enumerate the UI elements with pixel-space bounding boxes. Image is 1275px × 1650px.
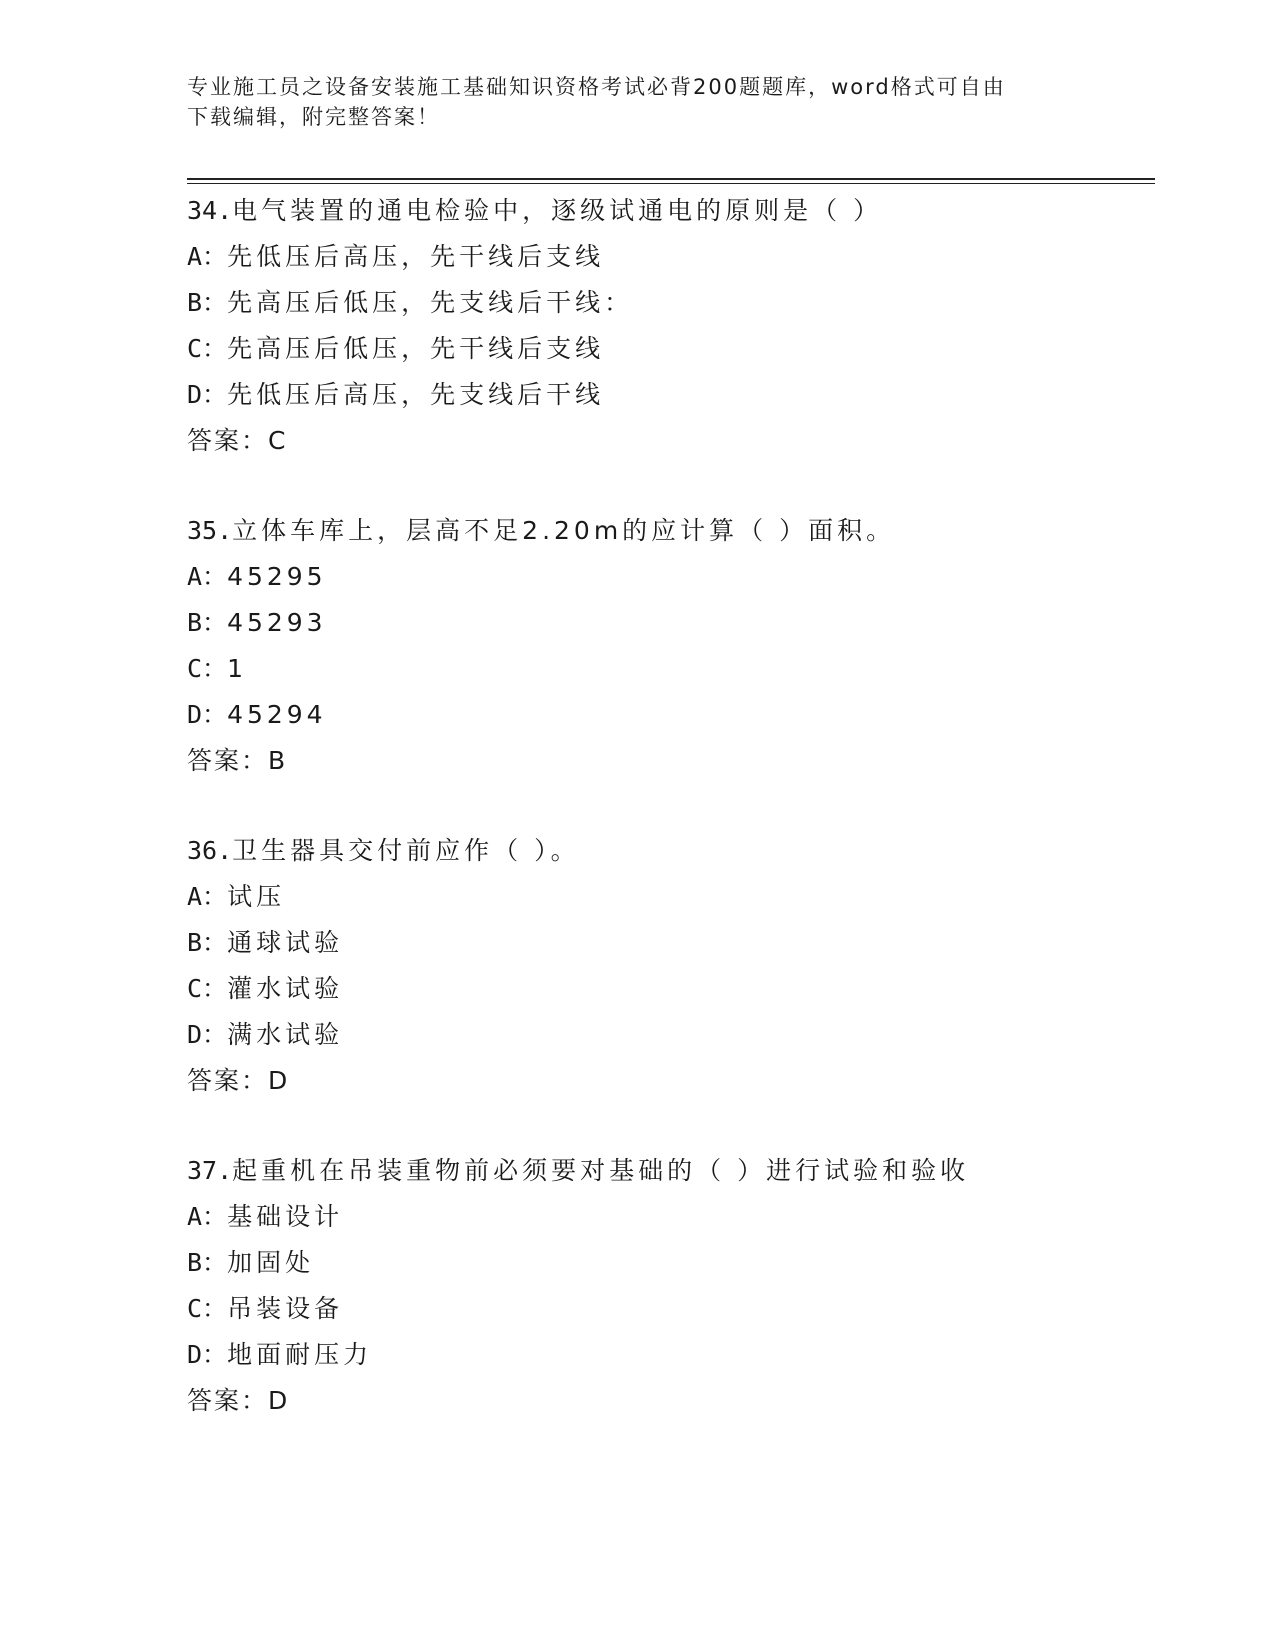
question-text: 起重机在吊装重物前必须要对基础的（ ）进行试验和验收 [232, 1156, 970, 1185]
option-text: 45295 [227, 562, 327, 591]
answer-value: B [268, 746, 288, 775]
option-d [187, 1012, 1147, 1058]
question-35 [187, 508, 1147, 784]
option-text: 1 [227, 654, 247, 683]
option-a [187, 234, 1147, 280]
answer-value: D [268, 1066, 290, 1095]
option-letter: A： [187, 242, 228, 271]
option-d [187, 372, 1147, 418]
option-text: 地面耐压力 [227, 1340, 373, 1369]
answer-label: 答案： [187, 426, 269, 455]
option-b [187, 280, 1147, 326]
option-text: 先低压后高压，先支线后干线 [227, 380, 605, 409]
question-stem [187, 188, 1147, 234]
option-b [187, 920, 1147, 966]
question-number: 37. [187, 1156, 233, 1185]
option-text: 灌水试验 [227, 974, 344, 1003]
question-text: 立体车库上，层高不足2.20m的应计算（ ）面积。 [232, 516, 896, 545]
header-rule-thick [187, 178, 1155, 180]
question-stem [187, 828, 1147, 874]
option-letter: C： [187, 334, 228, 363]
answer-value: D [268, 1386, 290, 1415]
option-text: 加固处 [227, 1248, 315, 1277]
option-b [187, 1240, 1147, 1286]
option-letter: B： [187, 288, 228, 317]
question-stem [187, 508, 1147, 554]
option-letter: A： [187, 882, 228, 911]
option-text: 满水试验 [227, 1020, 344, 1049]
answer-label: 答案： [187, 1386, 269, 1415]
option-c [187, 1286, 1147, 1332]
option-d [187, 1332, 1147, 1378]
option-a [187, 554, 1147, 600]
option-c [187, 646, 1147, 692]
question-number: 36. [187, 836, 233, 865]
option-letter: C： [187, 654, 228, 683]
option-text: 吊装设备 [227, 1294, 344, 1323]
answer-line [187, 1378, 1147, 1424]
header-line-1: 专业施工员之设备安装施工基础知识资格考试必背200题题库，word格式可自由 [187, 75, 1006, 99]
option-letter: D： [187, 1020, 228, 1049]
option-letter: B： [187, 928, 228, 957]
header-rule-thin [187, 183, 1155, 184]
option-letter: A： [187, 1202, 228, 1231]
option-letter: D： [187, 380, 228, 409]
option-text: 先高压后低压，先干线后支线 [227, 334, 605, 363]
answer-label: 答案： [187, 746, 269, 775]
question-text: 卫生器具交付前应作（ ）。 [232, 836, 580, 865]
option-d [187, 692, 1147, 738]
option-a [187, 874, 1147, 920]
option-letter: B： [187, 608, 228, 637]
option-letter: D： [187, 700, 228, 729]
option-letter: A： [187, 562, 228, 591]
question-number: 35. [187, 516, 233, 545]
question-36 [187, 828, 1147, 1104]
question-34 [187, 188, 1147, 464]
option-c [187, 966, 1147, 1012]
option-a [187, 1194, 1147, 1240]
answer-line [187, 738, 1147, 784]
answer-label: 答案： [187, 1066, 269, 1095]
option-c [187, 326, 1147, 372]
option-b [187, 600, 1147, 646]
option-letter: C： [187, 974, 228, 1003]
question-stem [187, 1148, 1147, 1194]
answer-value: C [268, 426, 288, 455]
option-text: 先低压后高压，先干线后支线 [227, 242, 605, 271]
option-text: 通球试验 [227, 928, 344, 957]
option-text: 45293 [227, 608, 327, 637]
option-letter: B： [187, 1248, 228, 1277]
answer-line [187, 418, 1147, 464]
option-letter: C： [187, 1294, 228, 1323]
option-text: 45294 [227, 700, 327, 729]
question-number: 34. [187, 196, 233, 225]
document-header [187, 72, 1087, 132]
header-line-2: 下载编辑，附完整答案！ [187, 105, 440, 129]
answer-line [187, 1058, 1147, 1104]
question-37 [187, 1148, 1147, 1424]
question-text: 电气装置的通电检验中，逐级试通电的原则是（ ） [232, 196, 883, 225]
option-text: 基础设计 [227, 1202, 344, 1231]
option-text: 先高压后低压，先支线后干线： [227, 288, 634, 317]
option-text: 试压 [227, 882, 286, 911]
option-letter: D： [187, 1340, 228, 1369]
